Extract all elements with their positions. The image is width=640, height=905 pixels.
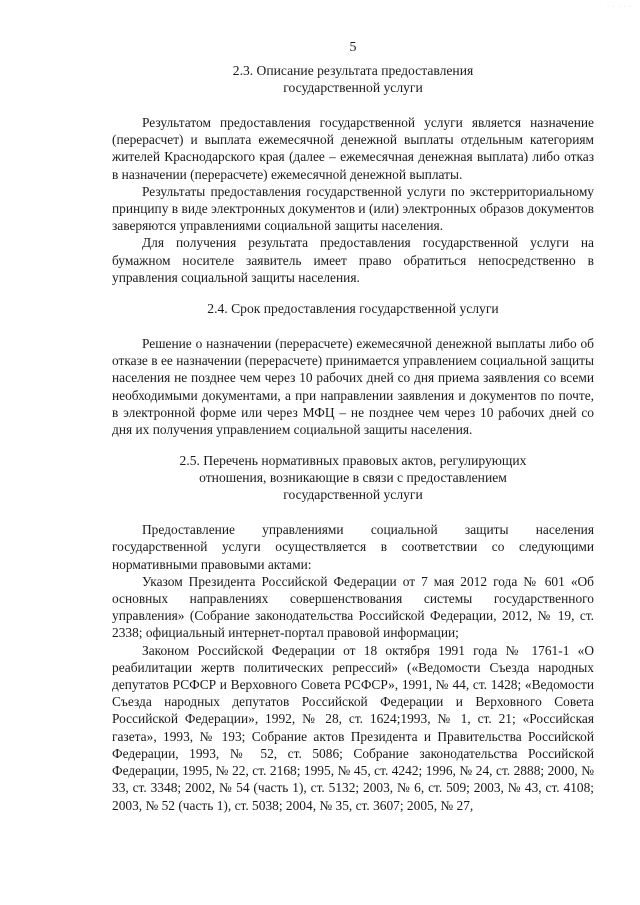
paragraph: Законом Российской Федерации от 18 октября 1991 года № 1761-1 «О реабилитации жертв политических репрессий» («Ведомости Съезда народных депутатов РСФСР и Верховного Совета РСФСР», 1991, № 44, ст. 1428; «Ведомости Съезда народных депутатов Российской Федерации и Верховного Совета Российской Федерации», 1992, № 28, ст. 1624;1993, № 1, ст. 21; «Российская газета», 1993, № 193; Собрание актов Президента и Правительства Российской Федерации, 1993, № 52, ст. 5086; Собрание законодательства Российской Федерации, 1995, № 22, ст. 2168; 1995, № 45, ст. 4242; 1996, № 24, ст. 2888; 2000, № 33, ст. 3348; 2002, № 54 (часть 1), ст. 5132; 2003, № 6, ст. 509; 2003, № 43, ст. 4108; 2003, № 52 (часть 1), ст. 5038; 2004, № 35, ст. 3607; 2005, № 27, (112, 642, 594, 813)
paragraph: Предоставление управлениями социальной защиты населения государственной услуги осуществляется в соответствии со следующими нормативными правовыми актами: (112, 522, 594, 572)
section-heading-2-4 (112, 300, 594, 317)
heading-line: 2.4. Срок предоставления государственной услуги (207, 301, 499, 317)
section-heading-2-5 (112, 452, 594, 503)
scan-mark: · · · · · (607, 4, 632, 10)
section-heading-2-3 (112, 62, 594, 96)
paragraph: Решение о назначении (перерасчете) ежемесячной денежной выплаты либо об отказе в ее назначении (перерасчете) принимается управлением социальной защиты населения не позднее чем через 10 рабочих дней со дня приема заявления со всеми необходимыми документами, а при направлении заявления и документов по почте, в электронной форме или через МФЦ – не позднее чем через 10 рабочих дней со дня их получения управлением социальной защиты населения. (112, 336, 594, 438)
paragraph: Результатом предоставления государственной услуги является назначение (перерасчет) и выплата ежемесячной денежной выплаты отдельным категориям жителей Краснодарского края (далее – ежемесячная денежная выплата) либо отказ в назначении (перерасчете) ежемесячной денежной выплаты. (112, 115, 594, 182)
heading-line: 2.3. Описание результата предоставления (232, 63, 474, 78)
heading-line: государственной услуги (283, 80, 423, 95)
paragraph: Результаты предоставления государственной услуги по экстерриториальному принципу в виде электронных документов и (или) электронных образов документов заверяются управлениями социальной защиты населения. (112, 183, 594, 234)
page-number: 5 (349, 40, 357, 55)
paragraph: Для получения результата предоставления государственной услуги на бумажном носителе заявитель имеет право обратиться непосредственно в управления социальной защиты населения. (112, 235, 594, 285)
heading-line: 2.5. Перечень нормативных правовых актов, регулирующих (179, 453, 527, 469)
heading-line: отношения, возникающие в связи с предоставлением (199, 470, 507, 486)
paragraph: Указом Президента Российской Федерации от 7 мая 2012 года № 601 «Об основных направлениях совершенствования системы государственного управления» (Собрание законодательства Российской Федерации, 2012, № 19, ст. 2338; официальный интернет-портал правовой информации; (112, 573, 594, 641)
heading-line: государственной услуги (283, 487, 423, 503)
